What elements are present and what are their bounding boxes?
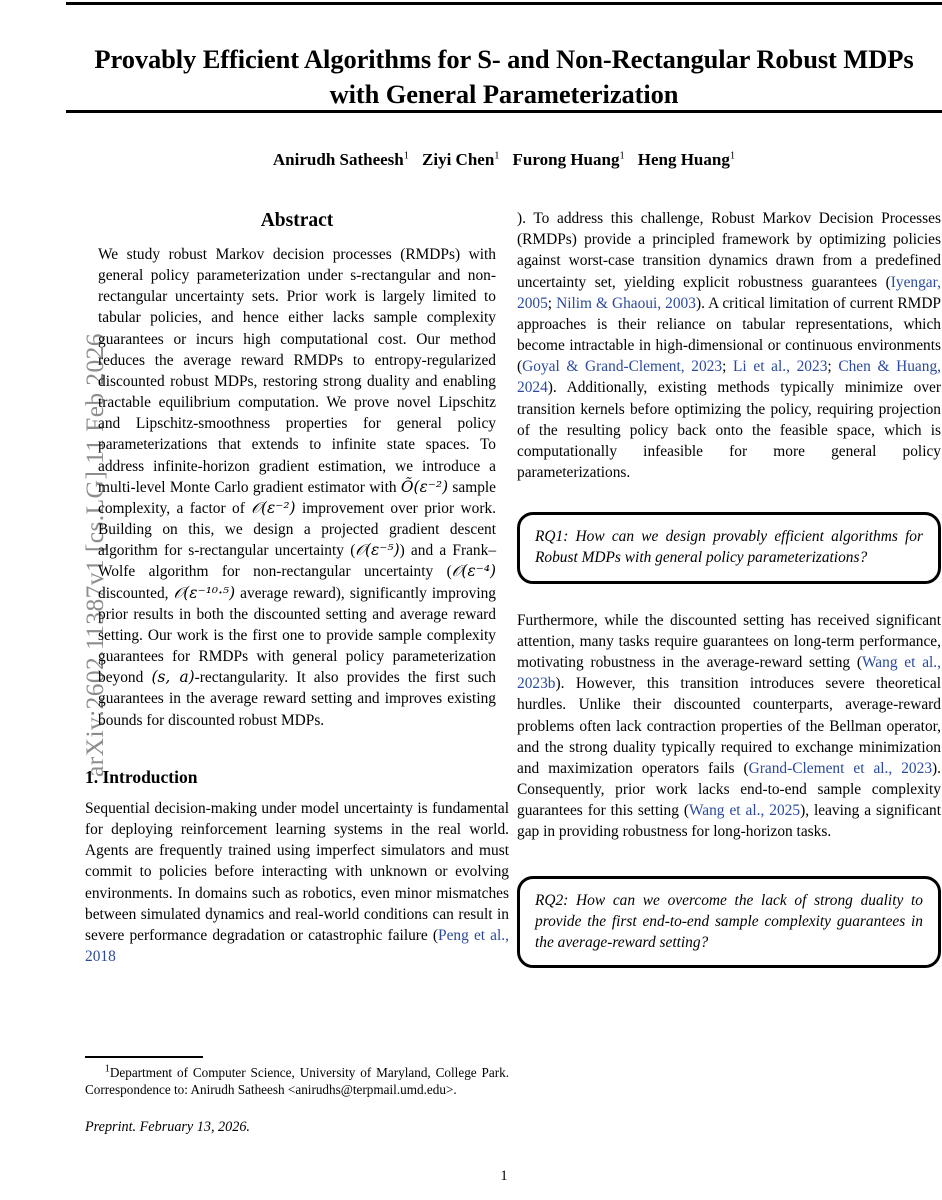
section-heading-introduction: 1. Introduction (85, 766, 198, 787)
rq-label: RQ1: (535, 528, 569, 546)
citation-separator: ; (547, 294, 557, 312)
author-entry (422, 150, 500, 169)
abstract-text: sample complexity, a factor of (98, 478, 496, 517)
page-title: Provably Efficient Algorithms for S- and Non-Rectangular Robust MDPs with General Parameterization (94, 43, 914, 109)
abstract-text: average reward), significantly improving prior results in both the discounted setting and average reward setting. Our work is the first one to provide sample complexity guarantees for RMDPs with general policy parameterization beyond (98, 584, 496, 687)
author-entry (513, 150, 625, 169)
citation-link[interactable]: Chen & Huang, 2024 (517, 358, 942, 397)
rq-text: How can we overcome the lack of strong duality to provide the first end-to-end sample complexity guarantees in the average-reward setting? (535, 891, 923, 952)
footnote-block (85, 1056, 509, 1136)
left-column (85, 208, 509, 967)
citation-link[interactable]: Peng et al., 2018 (85, 926, 509, 966)
abstract-math: 𝒪(ε⁻¹⁰·⁵) (173, 583, 236, 602)
abstract-math: Õ(ε⁻²) (400, 477, 449, 496)
header-rule-bottom (66, 110, 942, 113)
author-list (66, 150, 942, 170)
paragraph-text: Furthermore, while the discounted setting has received significant attention, many tasks require guarantees on long-term performance, motivating robustness in the average-reward setting ( (517, 611, 941, 672)
abstract-text: We study robust Markov decision processes (RMDPs) with general policy parameterization under s-rectangular and non-rectangular uncertainty sets. Prior work is largely limited to tabular policies, and hence either lacks sample complexity guarantees or incurs high computational cost. Our method reduces the average reward RMDPs to entropy-regularized discounted robust MDPs, restoring strong duality and enabling tractable equilibrium computation. We prove novel Lipschitz and Lipschitz-smoothness properties for general policy parameterizations that extends to infinite state spaces. To address infinite-horizon gradient estimation, we introduce a multi-level Monte Carlo gradient estimator with (98, 245, 496, 496)
page-number: 1 (500, 1168, 508, 1184)
paragraph-text: Sequential decision-making under model uncertainty is fundamental for deploying reinforcement learning systems in the real world. Agents are frequently trained using imperfect simulators and must commit to policies before interacting with unknown or evolving environments. In domains such as robotics, even minor mismatches between simulated dynamics and real-world conditions can result in severe performance degradation or catastrophic failure ( (85, 799, 509, 944)
citation-link[interactable]: Grand-Clement et al., 2023 (748, 759, 933, 777)
paragraph-text: ). Consequently, prior work lacks end-to-end sample complexity guarantees for this setting ( (517, 759, 941, 820)
intro-paragraph-1 (85, 798, 509, 967)
footnote-text (85, 1064, 509, 1099)
author-name: Heng Huang (637, 150, 730, 169)
paper-page (66, 0, 942, 1200)
abstract-paragraph (98, 244, 496, 731)
right-column (517, 208, 941, 968)
paragraph-text: ). A critical limitation of current RMDP approaches is their reliance on tabular representations, which become intractable in high-dimensional or continuous environments ( (517, 294, 941, 376)
rq1-gap-above (517, 494, 941, 512)
abstract-math: 𝒪(ε⁻²) (251, 498, 296, 517)
paragraph-text: ), leaving a significant gap in providing robustness for long-horizon tasks. (517, 802, 941, 841)
abstract-text: discounted, (98, 584, 174, 602)
abstract-heading: Abstract (260, 210, 334, 231)
header-rule-top (66, 2, 942, 5)
author-name: Furong Huang (512, 150, 620, 169)
footnote-marker: 1 (104, 1063, 110, 1075)
footnote-body: Department of Computer Science, University of Maryland, College Park. Correspondence to: Anirudh Satheesh <anirudhs@terpmail.umd.edu>. (85, 1064, 510, 1098)
citation-link[interactable]: Nilim & Ghaoui, 2003 (556, 294, 696, 312)
abstract-math: 𝒪(ε⁻⁵) (355, 541, 400, 560)
citation-separator: ; (827, 358, 839, 376)
citation-link[interactable]: Goyal & Grand-Clement, 2023 (522, 358, 723, 376)
abstract-math: 𝒪(ε⁻⁴) (451, 562, 496, 581)
citation-link[interactable]: Wang et al., 2023b (517, 654, 941, 693)
intro-paragraph-2 (517, 610, 941, 843)
abstract-text: ) and a Frank–Wolfe algorithm for non-rectangular uncertainty ( (98, 542, 497, 581)
author-name: Anirudh Satheesh (272, 150, 404, 169)
abstract-body (85, 244, 509, 731)
author-entry (273, 150, 409, 169)
rq2-gap-above (517, 854, 941, 876)
abstract-intro-gap (85, 731, 509, 765)
rq-text: How can we design provably efficient algorithms for Robust MDPs with general policy parameterizations? (535, 528, 923, 567)
paragraph-text: ). To address this challenge, Robust Markov Decision Processes (RMDPs) provide a principled framework by optimizing policies against worst-case transition dynamics drawn from a predefined uncertainty set, yielding explicit robustness guarantees ( (517, 210, 941, 291)
research-question-box-rq2 (517, 876, 941, 969)
rq-label: RQ2: (535, 891, 569, 909)
citation-separator: ; (722, 358, 734, 376)
author-name: Ziyi Chen (422, 150, 495, 169)
paragraph-text: ). However, this transition introduces severe theoretical hurdles. Unlike their discounted counterparts, average-reward problems often lack contraction properties of the Bellman operator, and the strong duality typically required to exchange minimization and maximization operators fails ( (517, 675, 941, 777)
intro-paragraph-1-cont (517, 208, 941, 483)
arxiv-stamp: arXiv:2602.11387v1 [cs.LG] 11 Feb 2026 (80, 333, 109, 777)
paragraph-text: ). Additionally, existing methods typically minimize over transition kernels before optimizing the policy, requiring projection of the resulting policy back onto the feasible space, which is computationally infeasible for more general policy parameterizations. (517, 379, 941, 482)
author-affiliation-marker: 1 (403, 150, 410, 162)
abstract-text: improvement over prior work. Building on this, we design a projected gradient descent algorithm for s-rectangular uncertainty ( (98, 499, 496, 560)
citation-link[interactable]: Li et al., 2023 (733, 358, 828, 376)
author-affiliation-marker: 1 (494, 150, 500, 162)
preprint-note: Preprint. February 13, 2026. (85, 1118, 250, 1135)
author-affiliation-marker: 1 (729, 150, 736, 162)
research-question-box-rq1 (517, 512, 941, 584)
footnote-rule (85, 1056, 203, 1058)
abstract-text: -rectangularity. It also provides the first such guarantees in the average reward setting and improves existing bounds for discounted robust MDPs. (98, 669, 497, 729)
author-entry (638, 150, 735, 169)
citation-link[interactable]: Iyengar, 2005 (517, 273, 941, 312)
abstract-math: (s, a) (151, 668, 195, 687)
rq1-gap-below (517, 584, 941, 610)
author-affiliation-marker: 1 (619, 150, 625, 162)
citation-link[interactable]: Wang et al., 2025 (688, 802, 801, 820)
